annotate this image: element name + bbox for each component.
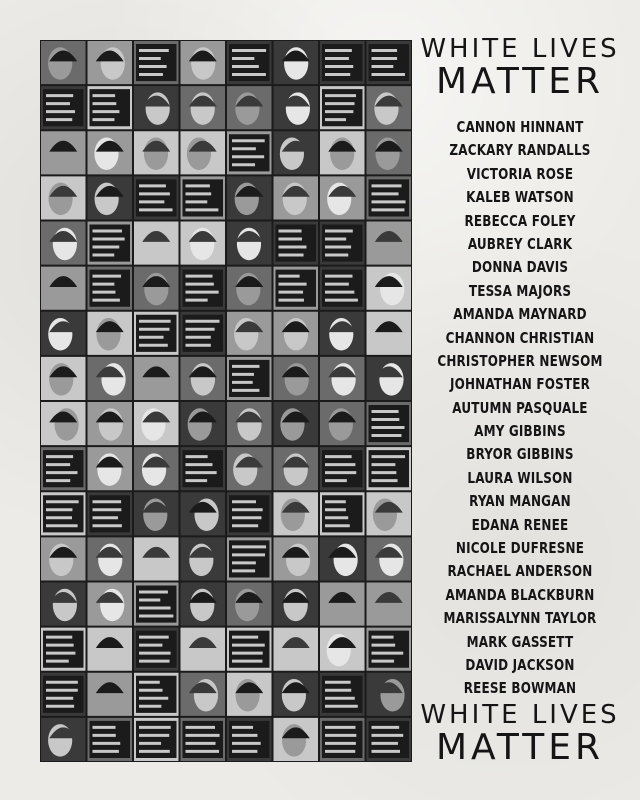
collage-photo-tile [41,447,86,490]
collage-photo-tile [227,628,272,671]
heading-bottom-line2: MATTER [436,727,604,768]
collage-photo-tile [88,537,133,580]
collage-photo-tile [134,222,179,265]
collage-photo-tile [41,267,86,310]
collage-photo-tile [274,131,319,174]
collage-photo-tile [88,131,133,174]
collage-photo-tile [274,312,319,355]
collage-photo-tile [367,267,412,310]
collage-photo-tile [41,357,86,400]
heading-bottom [414,702,626,766]
collage-photo-tile [181,492,226,535]
collage-photo-tile [320,718,365,761]
collage-photo-tile [181,673,226,716]
collage-photo-tile [274,222,319,265]
collage-photo-tile [227,537,272,580]
collage-photo-tile [88,176,133,219]
collage-photo-tile [367,357,412,400]
name-item: NICOLE DUFRESNE [455,539,585,558]
collage-photo-tile [367,447,412,490]
collage-photo-tile [227,402,272,445]
name-item: RACHAEL ANDERSON [447,562,593,581]
collage-photo-tile [134,357,179,400]
collage-photo-tile [134,402,179,445]
collage-photo-tile [41,583,86,626]
collage-photo-tile [134,131,179,174]
name-item: DONNA DAVIS [471,258,569,277]
name-item: AUTUMN PASQUALE [452,398,588,417]
name-item: REESE BOWMAN [463,679,577,698]
collage-photo-tile [41,628,86,671]
collage-photo-tile [320,176,365,219]
name-item: BRYOR GIBBINS [466,445,574,464]
collage-photo-tile [367,673,412,716]
collage-photo-tile [367,41,412,84]
collage-photo-tile [320,402,365,445]
collage-photo-tile [320,222,365,265]
collage-photo-tile [274,718,319,761]
collage-photo-tile [181,267,226,310]
collage-photo-tile [274,402,319,445]
collage-photo-tile [274,176,319,219]
collage-photo-tile [181,628,226,671]
collage-photo-tile [134,673,179,716]
collage-photo-tile [181,402,226,445]
collage-photo-tile [274,86,319,129]
collage-photo-tile [41,86,86,129]
collage-photo-tile [367,628,412,671]
collage-photo-tile [181,718,226,761]
collage-photo-tile [41,312,86,355]
collage-photo-tile [320,583,365,626]
collage-photo-tile [88,222,133,265]
collage-photo-tile [41,718,86,761]
collage-photo-tile [320,673,365,716]
name-item: LAURA WILSON [467,468,573,487]
collage-photo-tile [274,447,319,490]
name-item: RYAN MANGAN [469,492,571,511]
collage-photo-tile [320,41,365,84]
collage-photo-tile [320,492,365,535]
heading-top-line2: MATTER [436,61,604,102]
collage-photo-tile [41,402,86,445]
collage-photo-tile [134,492,179,535]
collage-photo-tile [274,357,319,400]
collage-photo-tile [227,131,272,174]
collage-photo-tile [367,86,412,129]
collage-photo-tile [134,41,179,84]
collage-photo-tile [367,176,412,219]
collage-photo-tile [88,402,133,445]
collage-photo-tile [134,176,179,219]
collage-photo-tile [367,537,412,580]
collage-photo-tile [88,267,133,310]
collage-photo-tile [41,537,86,580]
collage-photo-tile [88,312,133,355]
heading-top-line1: WHITE LIVES [420,34,620,64]
collage-photo-tile [134,583,179,626]
name-item: KALEB WATSON [466,188,574,207]
collage-photo-tile [320,628,365,671]
collage-photo-tile [227,447,272,490]
victim-name-list [414,116,626,701]
name-item: MARK GASSETT [466,632,574,651]
collage-photo-tile [88,86,133,129]
collage-photo-tile [134,537,179,580]
collage-photo-tile [274,492,319,535]
collage-photo-tile [367,492,412,535]
collage-photo-tile [320,447,365,490]
name-item: CANNON HINNANT [456,118,584,136]
name-item: VICTORIA ROSE [466,164,574,183]
name-item: DAVID JACKSON [465,655,575,674]
collage-photo-tile [227,176,272,219]
collage-photo-tile [227,357,272,400]
collage-photo-tile [367,312,412,355]
collage-photo-tile [227,267,272,310]
heading-bottom-line1: WHITE LIVES [420,700,620,730]
collage-photo-tile [181,86,226,129]
collage-photo-tile [88,492,133,535]
collage-photo-tile [320,86,365,129]
collage-photo-tile [274,628,319,671]
name-item: JOHNATHAN FOSTER [449,375,591,394]
name-item: AMY GIBBINS [474,422,566,441]
collage-photo-tile [181,41,226,84]
collage-photo-tile [181,357,226,400]
collage-photo-tile [134,86,179,129]
collage-photo-tile [274,537,319,580]
name-item: ZACKARY RANDALLS [449,141,591,160]
collage-photo-tile [227,86,272,129]
collage-photo-tile [181,312,226,355]
collage-photo-tile [320,312,365,355]
collage-photo-tile [134,312,179,355]
collage-photo-tile [274,583,319,626]
collage-photo-tile [227,583,272,626]
name-item: AMANDA BLACKBURN [445,585,595,604]
collage-photo-tile [227,222,272,265]
collage-photo-tile [88,718,133,761]
collage-photo-tile [181,537,226,580]
collage-photo-tile [181,447,226,490]
collage-photo-tile [88,673,133,716]
collage-photo-tile [134,628,179,671]
name-item: MARISSALYNN TAYLOR [443,609,597,628]
collage-photo-tile [227,718,272,761]
collage-photo-tile [88,357,133,400]
collage-photo-tile [274,673,319,716]
collage-photo-tile [41,176,86,219]
collage-photo-tile [88,41,133,84]
collage-photo-tile [41,673,86,716]
collage-photo-tile [367,402,412,445]
collage-photo-tile [367,583,412,626]
collage-photo-tile [134,718,179,761]
collage-photo-tile [320,357,365,400]
collage-photo-tile [320,537,365,580]
collage-photo-tile [181,583,226,626]
collage-photo-tile [88,447,133,490]
collage-photo-tile [320,131,365,174]
collage-photo-tile [134,447,179,490]
name-item: EDANA RENEE [471,515,569,534]
collage-photo-tile [367,222,412,265]
collage-photo-tile [181,176,226,219]
collage-photo-tile [181,222,226,265]
collage-photo-tile [227,492,272,535]
collage-photo-tile [367,131,412,174]
collage-photo-tile [41,492,86,535]
collage-mosaic [40,40,412,762]
collage-photo-tile [88,628,133,671]
collage-photo-tile [274,41,319,84]
name-item: TESSA MAJORS [468,281,572,300]
collage-photo-tile [88,583,133,626]
collage-photo-tile [181,131,226,174]
collage-photo-tile [227,673,272,716]
name-item: CHANNON CHRISTIAN [445,328,595,347]
collage-photo-tile [134,267,179,310]
collage-photo-tile [274,267,319,310]
collage-photo-tile [41,131,86,174]
collage-photo-tile [320,267,365,310]
names-panel [414,36,626,701]
collage-photo-tile [227,41,272,84]
photo-collage-number-one [40,40,412,762]
collage-photo-tile [41,222,86,265]
name-item: AUBREY CLARK [467,234,573,253]
collage-photo-tile [367,718,412,761]
name-item: CHRISTOPHER NEWSOM [437,351,603,370]
name-item: AMANDA MAYNARD [453,305,587,324]
collage-photo-tile [41,41,86,84]
collage-photo-tile [227,312,272,355]
heading-top [414,36,626,100]
name-item: REBECCA FOLEY [464,211,576,230]
